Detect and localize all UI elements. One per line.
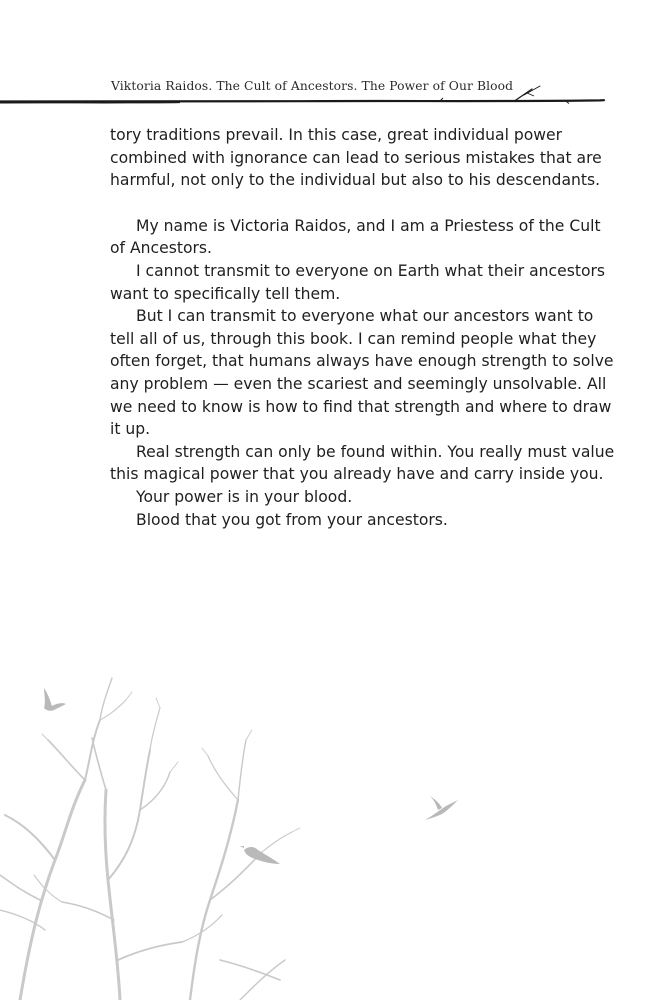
running-header: Viktoria Raidos. The Cult of Ancestors. The Power of Our Blood bbox=[111, 79, 514, 93]
paragraph: tory traditions prevail. In this case, great individual power combined with ignorance can lead to serious mistakes that are harmful, not only to the individual but also to his descendants. bbox=[110, 126, 602, 190]
paragraph: Your power is in your blood. bbox=[136, 487, 353, 506]
header-rule bbox=[0, 82, 659, 122]
paragraph: My name is Victoria Raidos, and I am a Priestess of the Cult of Ancestors. bbox=[110, 216, 601, 258]
paragraph: But I can transmit to everyone what our ancestors want to tell all of us, through this book. I can remind people what they often forget, that humans always have enough strength to solve any problem — even the scariest and seemingly unsolvable. All we need to know is how to find that strength and where to draw it up. bbox=[110, 307, 614, 439]
paragraph-gap bbox=[110, 192, 616, 215]
paragraph: I cannot transmit to everyone on Earth what their ancestors want to specifically tell them. bbox=[110, 261, 606, 303]
tree-branches-illustration bbox=[0, 660, 659, 1000]
paragraph: Blood that you got from your ancestors. bbox=[136, 510, 448, 529]
body-text bbox=[110, 124, 616, 531]
paragraph: Real strength can only be found within. You really must value this magical power that you already have and carry inside you. bbox=[110, 442, 615, 484]
